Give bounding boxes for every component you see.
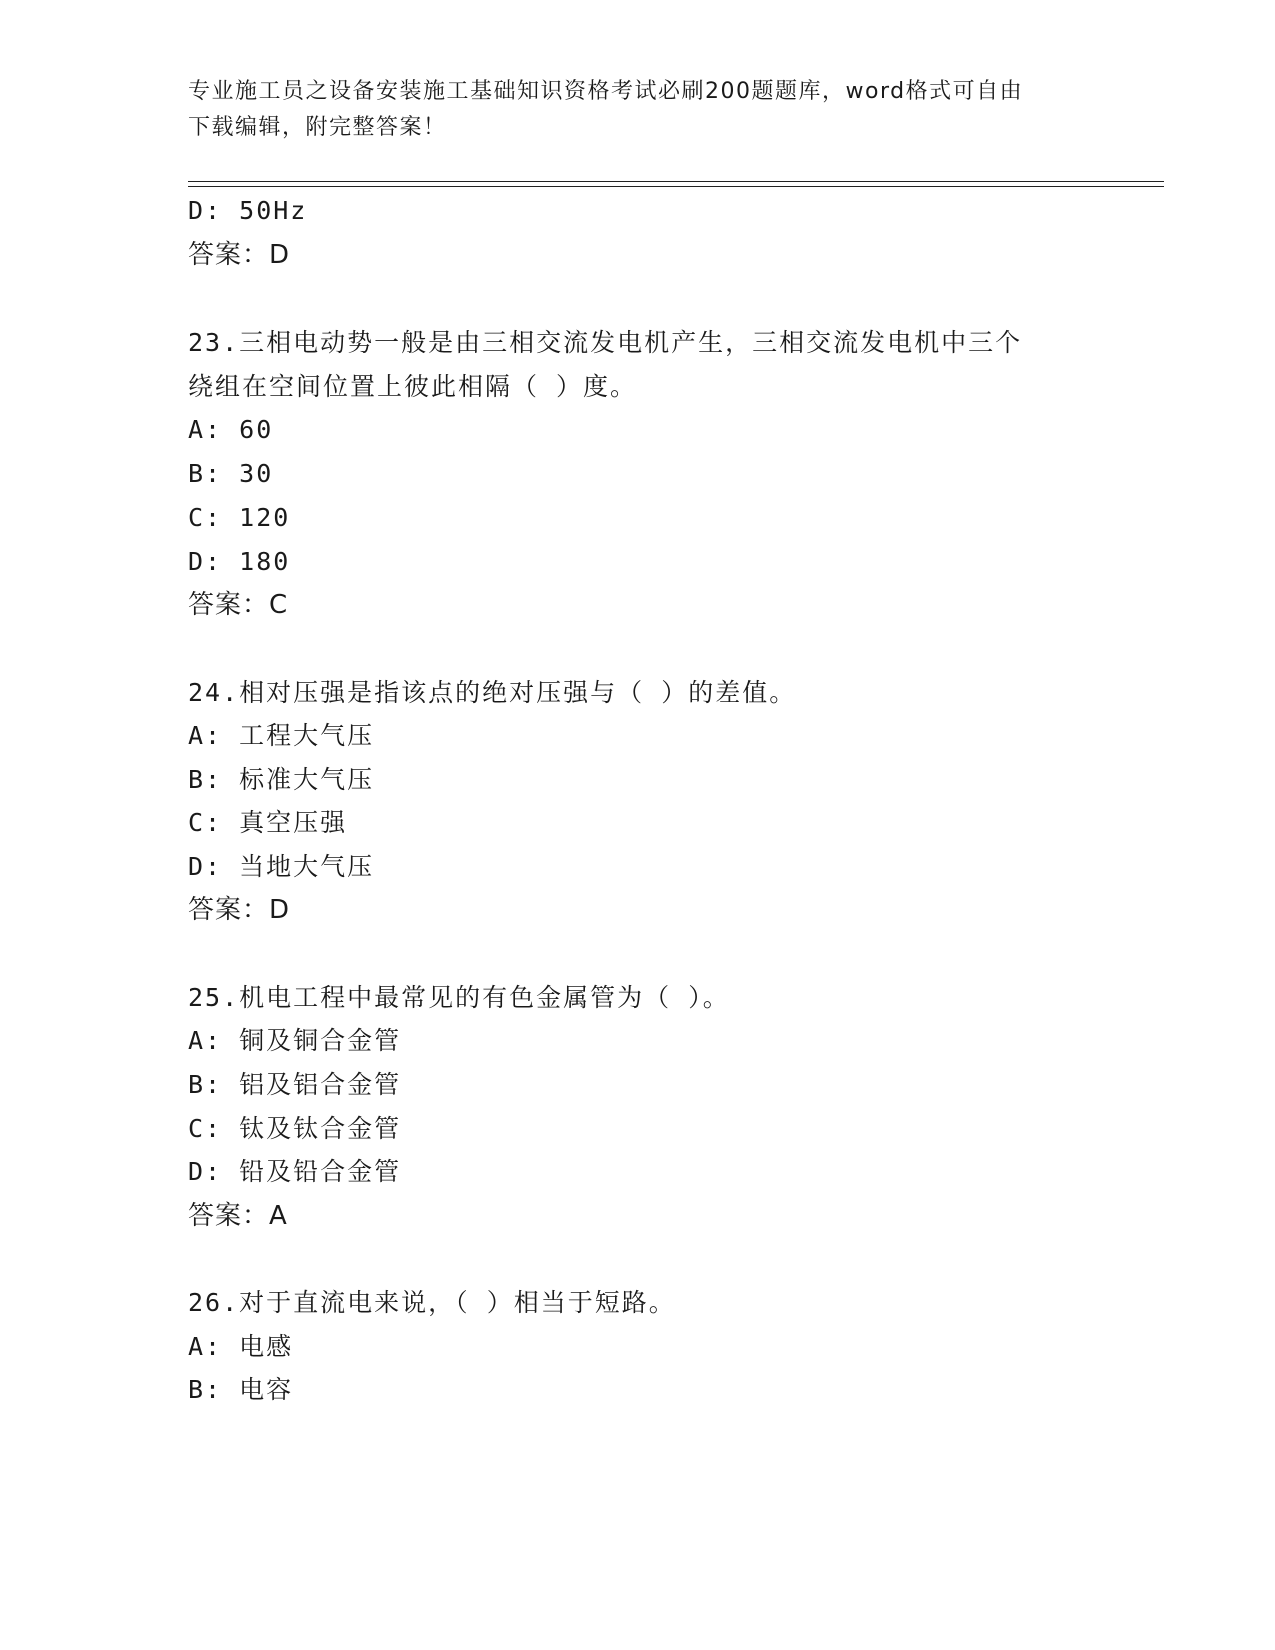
question-stem: 26.对于直流电来说，（ ）相当于短路。 xyxy=(188,1288,676,1317)
option-b: B: 标准大气压 xyxy=(188,765,375,794)
question-stem-continued: 绕组在空间位置上彼此相隔（ ）度。 xyxy=(188,372,638,401)
question-stem: 25.机电工程中最常见的有色金属管为（ ）。 xyxy=(188,983,730,1012)
question-stem: 23.三相电动势一般是由三相交流发电机产生，三相交流发电机中三个 xyxy=(188,328,1023,357)
header-divider-bottom xyxy=(188,186,1164,187)
option-a: A: 铜及铜合金管 xyxy=(188,1026,402,1055)
option-a: A: 60 xyxy=(188,415,274,444)
option-d: D: 当地大气压 xyxy=(188,852,375,881)
answer-label: 答案：C xyxy=(188,590,289,620)
option-d: D: 铅及铅合金管 xyxy=(188,1157,402,1186)
option-b: B: 30 xyxy=(188,459,274,488)
header-divider-top xyxy=(188,181,1164,182)
document-title-line-1: 专业施工员之设备安装施工基础知识资格考试必刷200题题库，word格式可自由 xyxy=(188,79,1024,104)
answer-label: 答案：A xyxy=(188,1201,288,1231)
option-b: B: 电容 xyxy=(188,1375,294,1404)
option-c: C: 真空压强 xyxy=(188,808,348,837)
option-c: C: 钛及钛合金管 xyxy=(188,1114,402,1143)
option-d: D: 180 xyxy=(188,547,291,576)
question-stem: 24.相对压强是指该点的绝对压强与（ ）的差值。 xyxy=(188,678,797,707)
answer-label: 答案：D xyxy=(188,895,291,925)
option-c: C: 120 xyxy=(188,503,291,532)
option-d: D: 50Hz xyxy=(188,196,308,225)
option-b: B: 铝及铝合金管 xyxy=(188,1070,402,1099)
document-title-line-2: 下载编辑，附完整答案！ xyxy=(188,115,447,140)
option-a: A: 电感 xyxy=(188,1332,294,1361)
option-a: A: 工程大气压 xyxy=(188,721,375,750)
answer-label: 答案：D xyxy=(188,240,291,270)
document-header xyxy=(188,74,1088,146)
